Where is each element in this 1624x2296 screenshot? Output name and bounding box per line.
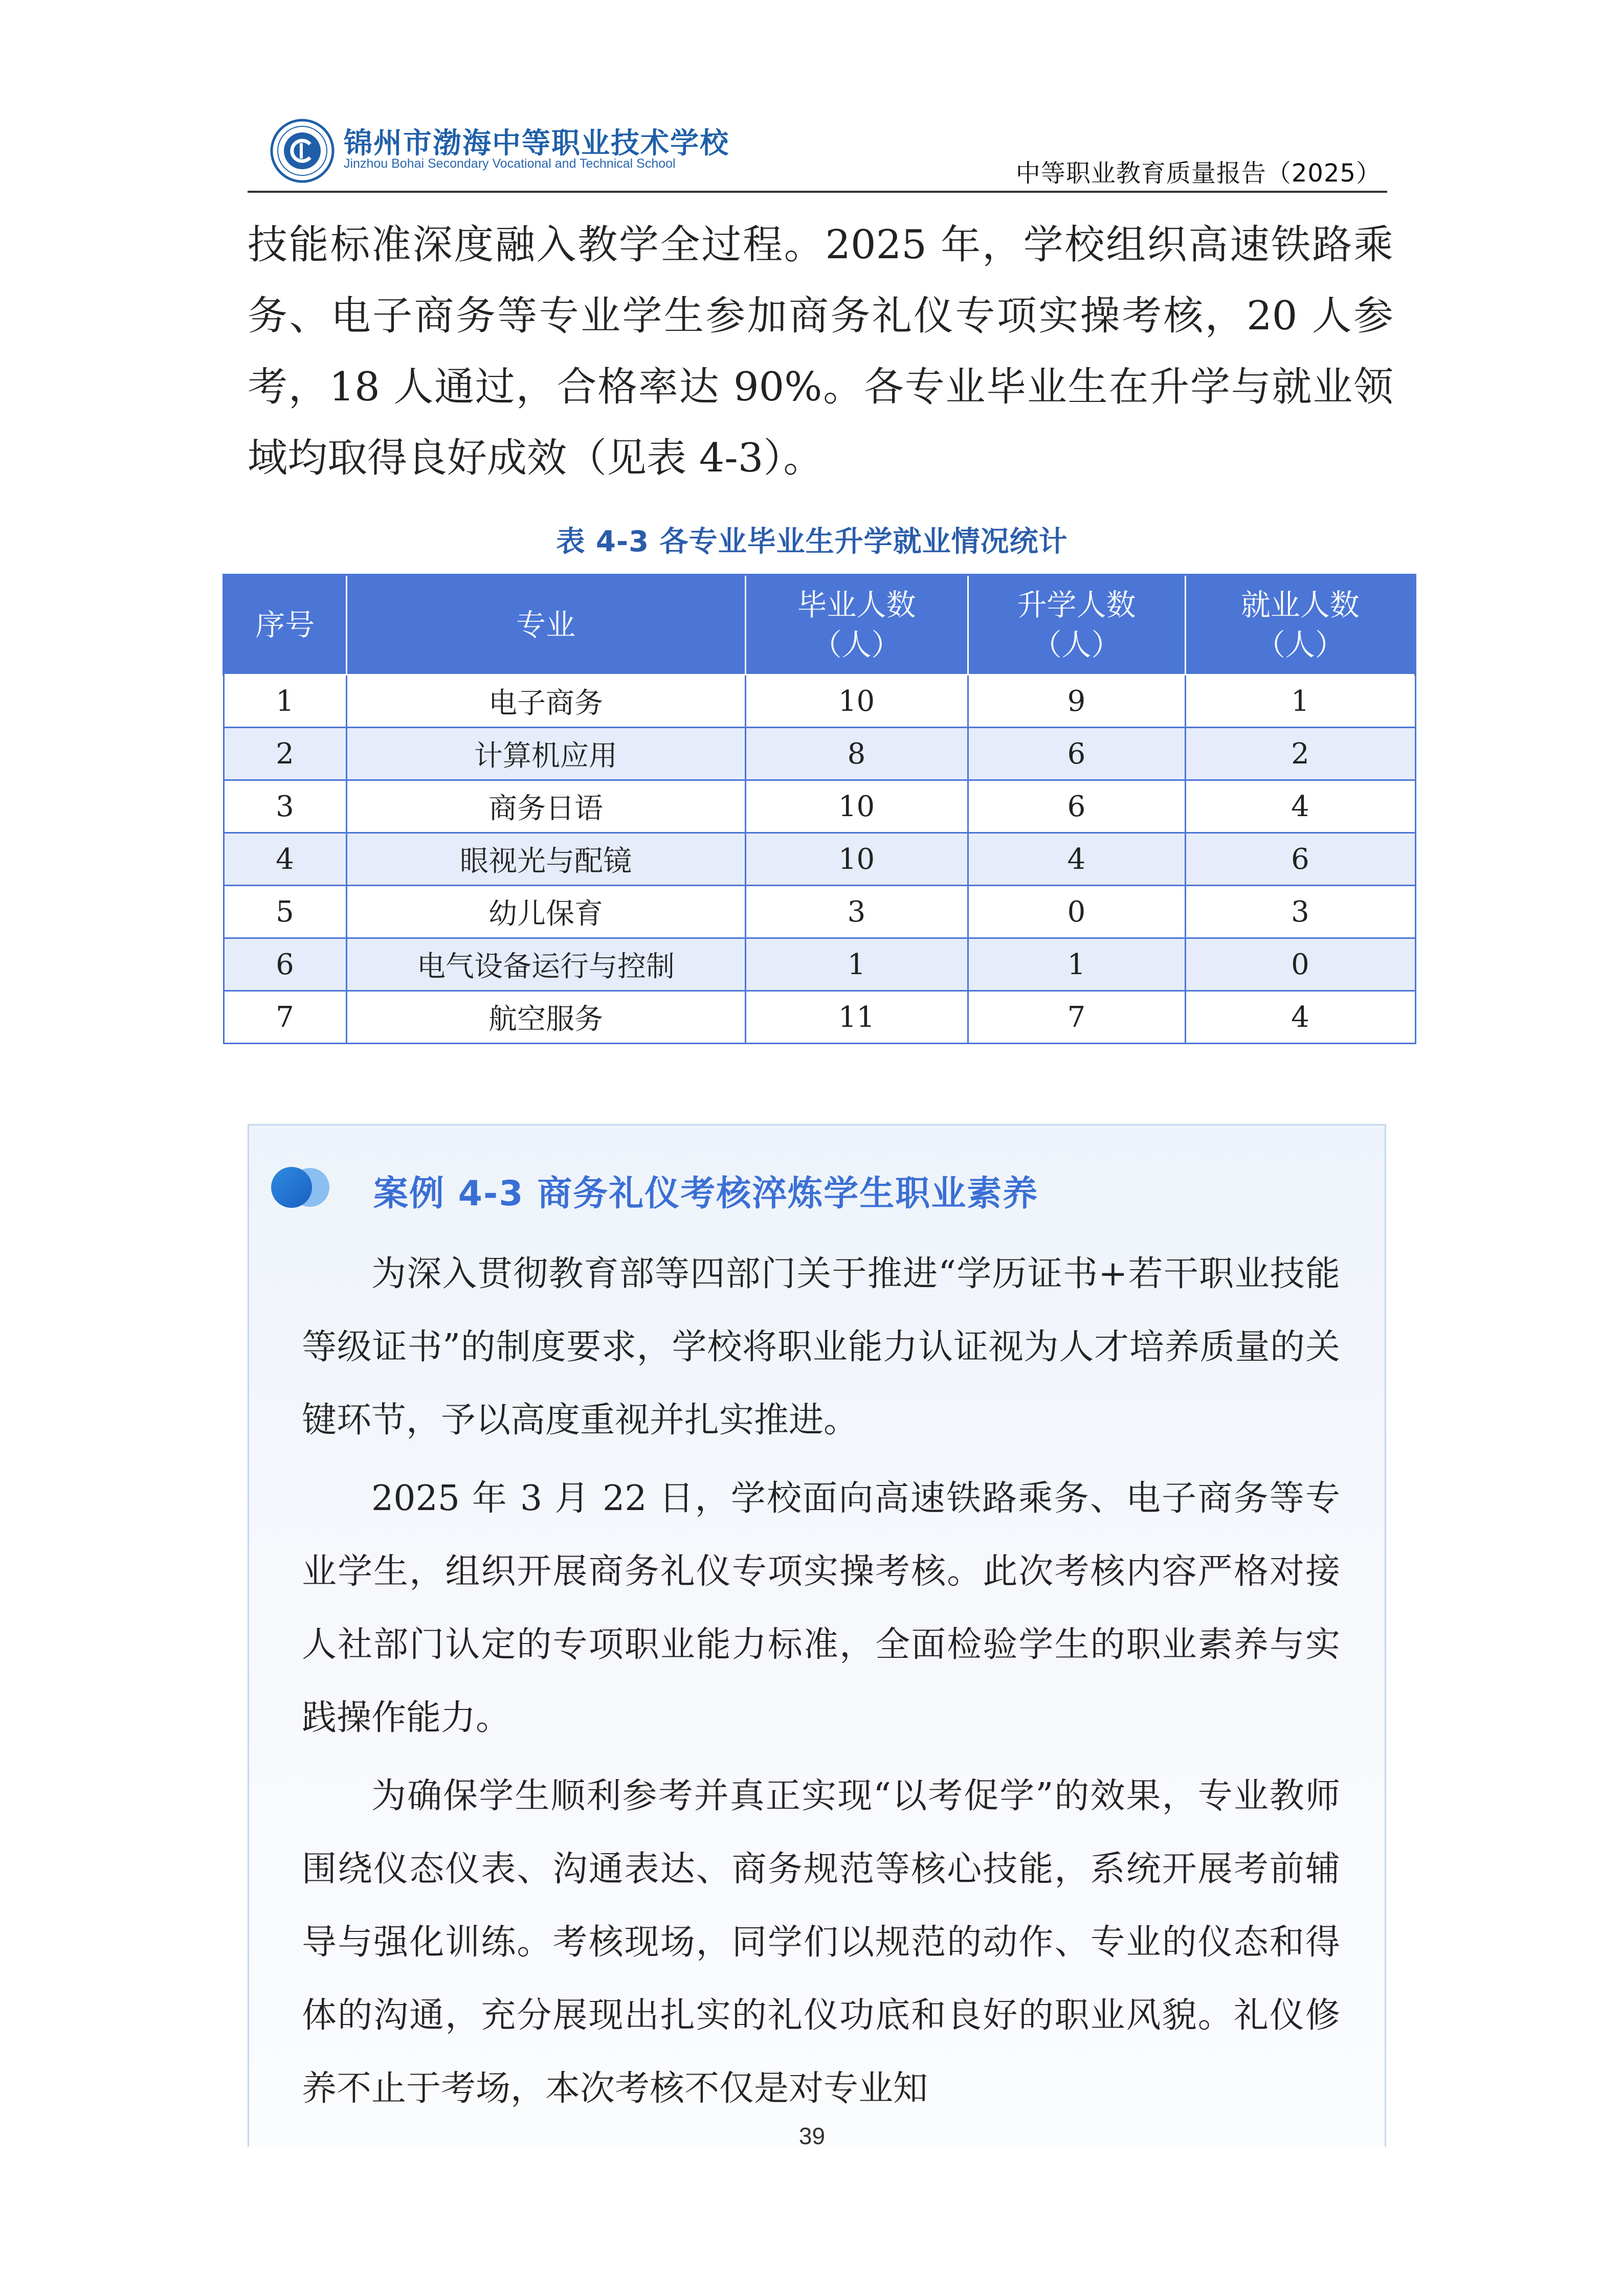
cell-employed: 2 [1185,728,1415,780]
cell-further-study: 6 [968,780,1185,833]
table-caption: 表 4-3 各专业毕业生升学就业情况统计 [556,525,1068,558]
cell-major: 航空服务 [346,991,745,1044]
school-name-english: Jinzhou Bohai Secondary Vocational and Technical School [344,156,676,171]
header-seq: 序号 [224,575,346,675]
case-paragraph: 为深入贯彻教育部等四部门关于推进“学历证书+若干职业技能等级证书”的制度要求，学校将职业能力认证视为人才培养质量的关键环节，予以高度重视并扎实推进。 [302,1254,1340,1440]
cell-seq: 3 [224,780,346,833]
cell-graduates: 1 [745,938,968,991]
page-number: 39 [798,2123,826,2149]
header-divider [248,191,1387,193]
cell-graduates: 10 [745,675,968,728]
table-header-row [224,575,1415,675]
case-body [302,1237,1340,2130]
cell-further-study: 9 [968,675,1185,728]
cell-seq: 4 [224,833,346,886]
cell-seq: 1 [224,675,346,728]
table-row [224,728,1415,780]
cell-major: 电气设备运行与控制 [346,938,745,991]
cell-graduates: 3 [745,886,968,938]
school-logo-icon [270,119,335,183]
cell-further-study: 7 [968,991,1185,1044]
cell-further-study: 6 [968,728,1185,780]
cell-seq: 2 [224,728,346,780]
cell-major: 计算机应用 [346,728,745,780]
cell-employed: 4 [1185,780,1415,833]
cell-major: 商务日语 [346,780,745,833]
case-paragraph: 为确保学生顺利参考并真正实现“以考促学”的效果，专业教师围绕仪态仪表、沟通表达、商务规范等核心技能，系统开展考前辅导与强化训练。考核现场，同学们以规范的动作、专业的仪态和得体的沟通，充分展现出扎实的礼仪功底和良好的职业风貌。礼仪修养不止于考场，本次考核不仅是对专业知 [302,1776,1340,2109]
cell-seq: 5 [224,886,346,938]
header-employed: 就业人数 （人） [1185,575,1415,675]
case-bullet-icon [263,1162,340,1213]
header-further-study: 升学人数 （人） [968,575,1185,675]
cell-employed: 6 [1185,833,1415,886]
cell-employed: 3 [1185,886,1415,938]
cell-further-study: 1 [968,938,1185,991]
table-row [224,991,1415,1044]
cell-employed: 1 [1185,675,1415,728]
table-row [224,833,1415,886]
header-major: 专业 [346,575,745,675]
table-row [224,675,1415,728]
cell-major: 眼视光与配镜 [346,833,745,886]
cell-major: 电子商务 [346,675,745,728]
cell-further-study: 4 [968,833,1185,886]
report-title: 中等职业教育质量报告（2025） [1015,159,1381,188]
cell-employed: 0 [1185,938,1415,991]
table-row [224,886,1415,938]
cell-major: 幼儿保育 [346,886,745,938]
cell-further-study: 0 [968,886,1185,938]
cell-graduates: 11 [745,991,968,1044]
cell-seq: 6 [224,938,346,991]
cell-employed: 4 [1185,991,1415,1044]
graduate-statistics-table [223,574,1416,1044]
cell-graduates: 10 [745,780,968,833]
table-row [224,780,1415,833]
header-graduates: 毕业人数 （人） [745,575,968,675]
intro-paragraph: 技能标准深度融入教学全过程。2025 年，学校组织高速铁路乘务、电子商务等专业学生参加商务礼仪专项实操考核，20 人参考，18 人通过，合格率达 90%。各专业毕业生在升学与就业领域均取得良好成效（见表 4-3）。 [248,222,1393,481]
cell-graduates: 8 [745,728,968,780]
case-title: 案例 4-3 商务礼仪考核淬炼学生职业素养 [373,1174,1039,1214]
case-paragraph: 2025 年 3 月 22 日，学校面向高速铁路乘务、电子商务等专业学生，组织开展商务礼仪专项实操考核。此次考核内容严格对接人社部门认定的专项职业能力标准，全面检验学生的职业素养与实践操作能力。 [302,1478,1340,1738]
cell-seq: 7 [224,991,346,1044]
table-row [224,938,1415,991]
cell-graduates: 10 [745,833,968,886]
school-name: 锦州市渤海中等职业技术学校 [344,127,729,160]
